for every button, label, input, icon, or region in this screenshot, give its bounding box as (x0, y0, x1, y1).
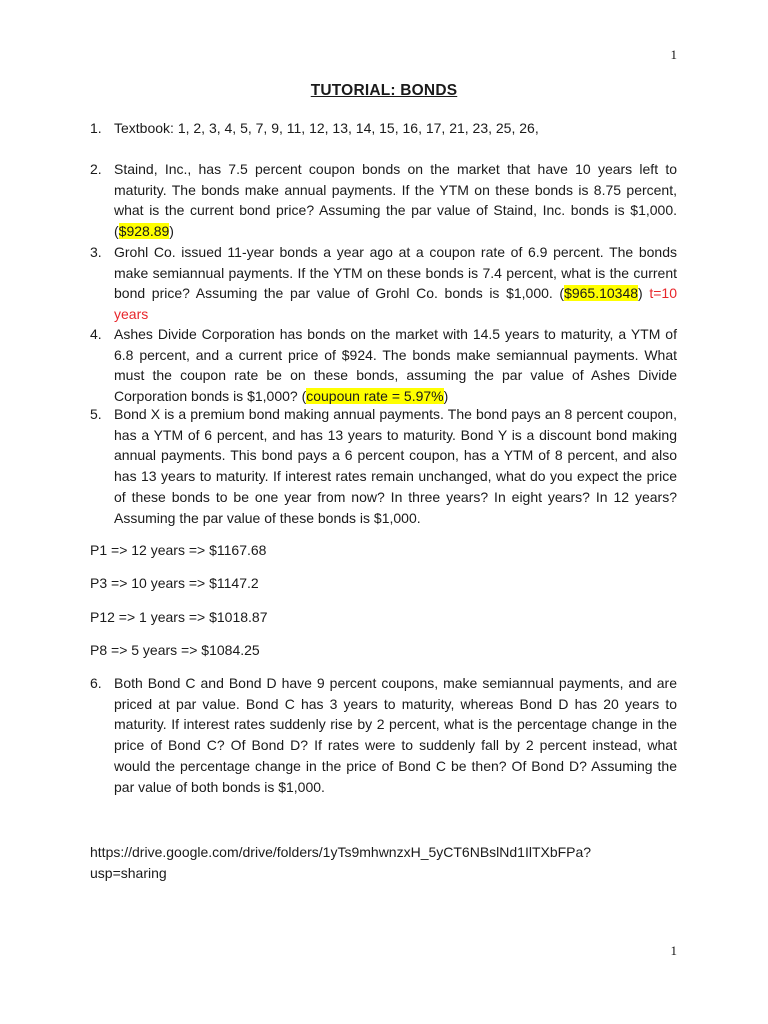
drive-link-line-1[interactable]: https://drive.google.com/drive/folders/1yTs9mhwnzxH_5yCT6NBslNd1IlTXbFPa? (90, 844, 592, 860)
question-text: Bond X is a premium bond making annual payments. The bond pays an 8 percent coupon, has a YTM of 6 percent, and has 13 years to maturity. Bond Y is a discount bond making annual payments. This bond pays a 6 percent coupon, has a YTM of 8 percent, and also has 13 years to maturity. If interest rates remain unchanged, what do you expect the price of these bonds to be one year from now? In three years? In eight years? In 12 years? Assuming the par value of these bonds is $1,000. (114, 406, 677, 526)
question-text: Ashes Divide Corporation has bonds on the market with 14.5 years to maturity, a YTM of 6.8 percent, and a current price of $924. The bonds make semiannual payments. What must the coupon rate be on these bonds, assuming the par value of Ashes Divide Corporation bonds is $1,000? (coupoun rate = 5.97%) (114, 326, 677, 405)
page-number-top: 1 (670, 47, 677, 62)
question-text: Staind, Inc., has 7.5 percent coupon bonds on the market that have 10 years left to maturity. The bonds make annual payments. If the YTM on these bonds is 8.75 percent, what is the current bond price? Assuming the par value of Staind, Inc. bonds is $1,000. ($928.89) (114, 161, 677, 240)
question-text: Grohl Co. issued 11-year bonds a year ago at a coupon rate of 6.9 percent. The bonds make semiannual payments. If the YTM on these bonds is 7.4 percent, what is the current bond price? Assuming the par value of Grohl Co. bonds is $1,000. ($965.10348) t=10 years (114, 244, 677, 323)
question-number: 4. (90, 326, 102, 342)
question-number: 6. (90, 675, 102, 691)
highlighted-answer: $965.10348 (564, 285, 639, 302)
question-text: Textbook: 1, 2, 3, 4, 5, 7, 9, 11, 12, 13, 14, 15, 16, 17, 21, 23, 25, 26, (114, 120, 539, 136)
question-3 (90, 242, 677, 325)
answer-line-2: P3 => 10 years => $1147.2 (90, 575, 259, 591)
question-text: Both Bond C and Bond D have 9 percent coupons, make semiannual payments, and are priced at par value. Bond C has 3 years to maturity, whereas Bond D has 20 years to maturity. If interest rates suddenly rise by 2 percent, what is the percentage change in the price of Bond C? Of Bond D? If rates were to suddenly fall by 2 percent instead, what would the percentage change in the price of Bond C be then? Of Bond D? Assuming the par value of both bonds is $1,000. (114, 675, 677, 795)
answer-line-3: P12 => 1 years => $1018.87 (90, 609, 268, 625)
highlighted-answer: coupoun rate = 5.97% (306, 388, 444, 405)
drive-link[interactable] (90, 842, 690, 884)
answer-line-4: P8 => 5 years => $1084.25 (90, 642, 260, 658)
answer-line-1: P1 => 12 years => $1167.68 (90, 542, 267, 558)
question-6 (90, 673, 677, 797)
page-title: TUTORIAL: BONDS (310, 82, 458, 99)
question-number: 1. (90, 120, 102, 136)
question-5 (90, 404, 677, 528)
question-2 (90, 159, 677, 242)
red-note: t=10 years (114, 285, 677, 323)
drive-link-line-2[interactable]: usp=sharing (90, 865, 167, 881)
highlighted-answer: $928.89 (118, 223, 170, 240)
question-number: 5. (90, 406, 102, 422)
question-4 (90, 324, 677, 407)
page-number-bottom: 1 (670, 943, 677, 958)
question-number: 3. (90, 244, 102, 260)
question-number: 2. (90, 161, 102, 177)
question-1 (90, 118, 677, 139)
